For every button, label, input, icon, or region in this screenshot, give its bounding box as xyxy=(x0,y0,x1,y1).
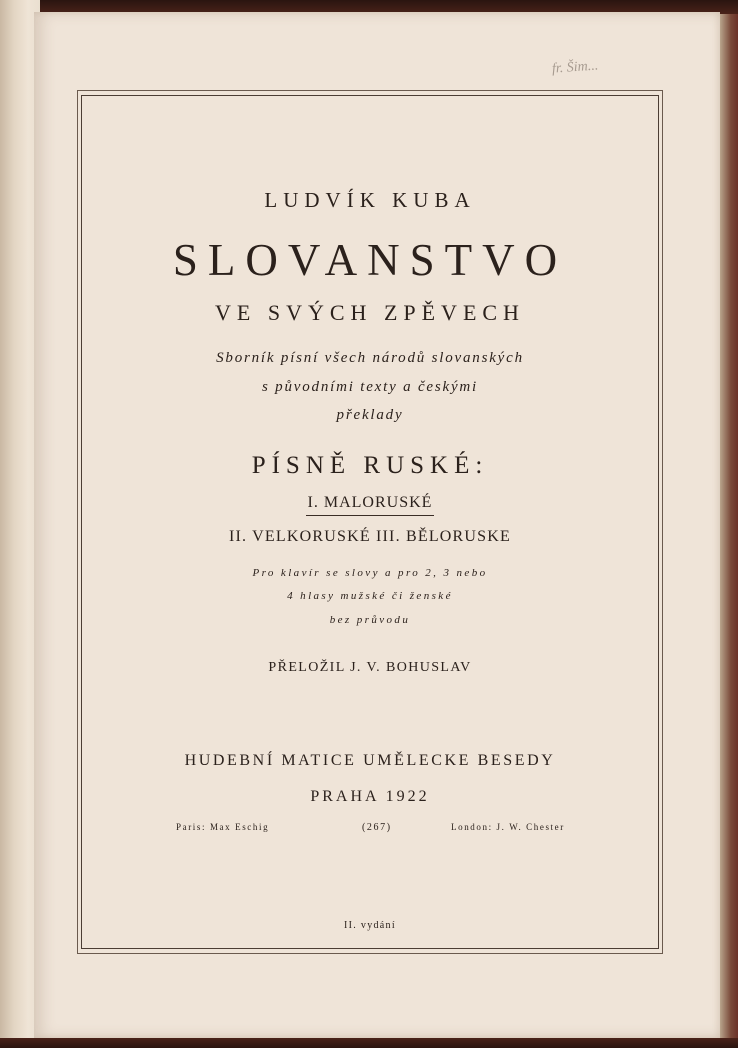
translator-credit: PŘELOŽIL J. V. BOHUSLAV xyxy=(268,660,472,675)
pencil-annotation: fr. Šim... xyxy=(551,58,599,77)
performance-note-line-1: Pro klavír se slovy a pro 2, 3 nebo xyxy=(252,567,488,579)
book-title: SLOVANSTVO xyxy=(172,235,568,285)
performance-note-line-2: 4 hlasy mužské či ženské xyxy=(287,590,453,602)
book-cover-right-edge xyxy=(720,14,738,1038)
section-heading: PÍSNĚ RUSKÉ: xyxy=(251,452,489,479)
publisher-name: HUDEBNÍ MATICE UMĚLECKE BESEDY xyxy=(184,752,556,769)
inner-border-frame xyxy=(81,95,659,949)
part-two-three-label: II. VELKORUSKÉ III. BĚLORUSKE xyxy=(228,528,512,545)
part-one-label xyxy=(82,494,658,516)
description-line-3: překlady xyxy=(336,407,404,423)
edition-note: II. vydání xyxy=(344,920,396,931)
london-agent: London: J. W. Chester xyxy=(451,822,565,832)
paris-agent: Paris: Max Eschig xyxy=(176,822,270,832)
publication-place-year: PRAHA 1922 xyxy=(310,788,430,805)
catalog-number: (267) xyxy=(362,822,392,833)
part-one-text: I. MALORUSKÉ xyxy=(306,494,435,516)
description-line-2: s původními texty a českými xyxy=(261,379,479,395)
performance-note-line-3: bez průvodu xyxy=(329,614,411,626)
book-cover-bottom-edge xyxy=(0,1038,738,1048)
author-name: LUDVÍK KUBA xyxy=(264,188,476,212)
description-line-1: Sborník písní všech národů slovanských xyxy=(216,350,524,366)
book-subtitle: VE SVÝCH ZPĚVECH xyxy=(215,300,525,325)
